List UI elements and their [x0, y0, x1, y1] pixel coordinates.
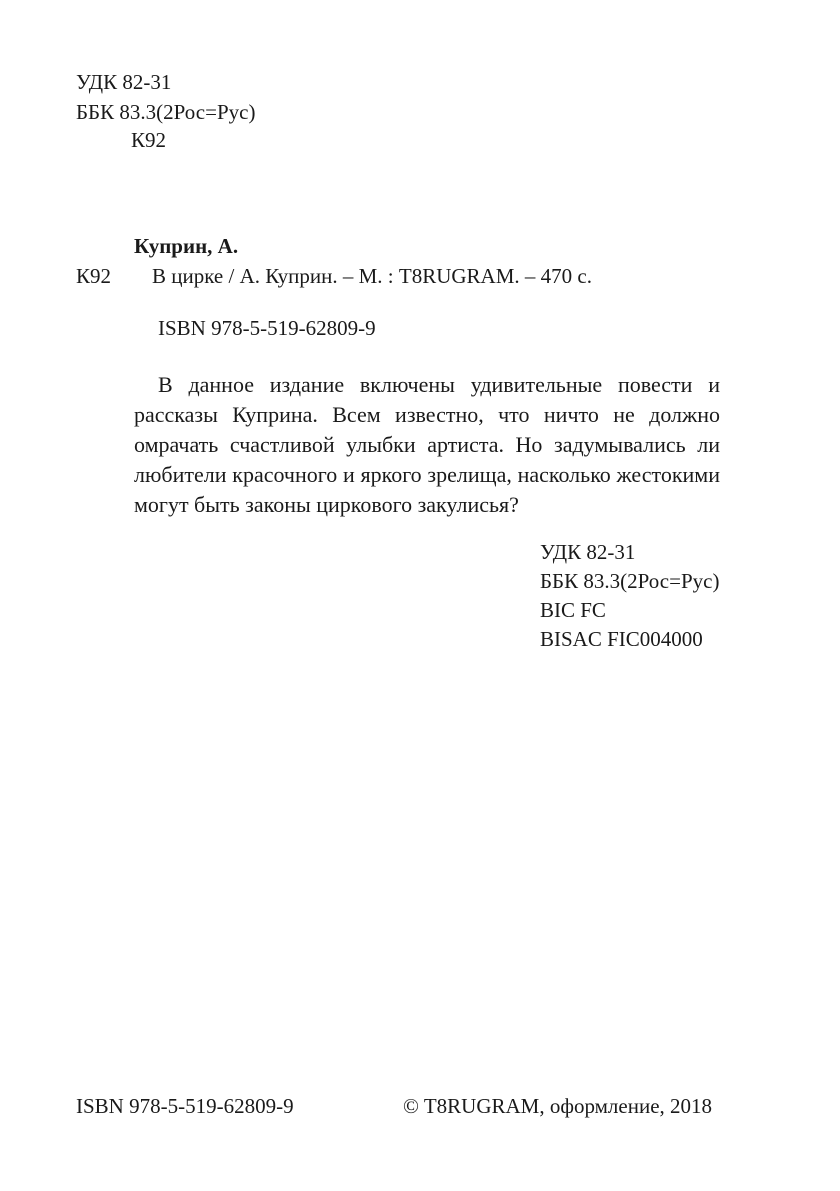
classifier-block: [540, 538, 719, 654]
author-name: Куприн, А.: [134, 234, 239, 258]
isbn-entry: ISBN 978-5-519-62809-9: [158, 316, 376, 340]
bibliographic-title: В цирке / А. Куприн. – М. : T8RUGRAM. – 470 с.: [152, 264, 592, 288]
annotation-text: В данное издание включены удивительные повести и рассказы Куприна. Всем известно, что ничто не должно омрачать счастливой улыбки артиста. Но задумывались ли любители красочного и яркого зрелища, насколько жестокими могут быть законы циркового закулисья?: [134, 372, 720, 517]
bbk-code: ББК 83.3(2Рос=Рус): [540, 569, 720, 593]
bbk-code-top: ББК 83.3(2Рос=Рус): [76, 100, 256, 124]
author-mark-entry: К92: [76, 264, 112, 288]
isbn-footer: ISBN 978-5-519-62809-9: [76, 1094, 294, 1118]
udk-code: УДК 82-31: [540, 540, 636, 564]
copyright-notice: © T8RUGRAM, оформление, 2018: [403, 1094, 713, 1118]
bic-code: BIC FC: [540, 598, 606, 622]
author-mark-top: К92: [131, 128, 167, 152]
bisac-code: BISAC FIC004000: [540, 627, 703, 651]
udk-code-top: УДК 82-31: [76, 70, 172, 94]
